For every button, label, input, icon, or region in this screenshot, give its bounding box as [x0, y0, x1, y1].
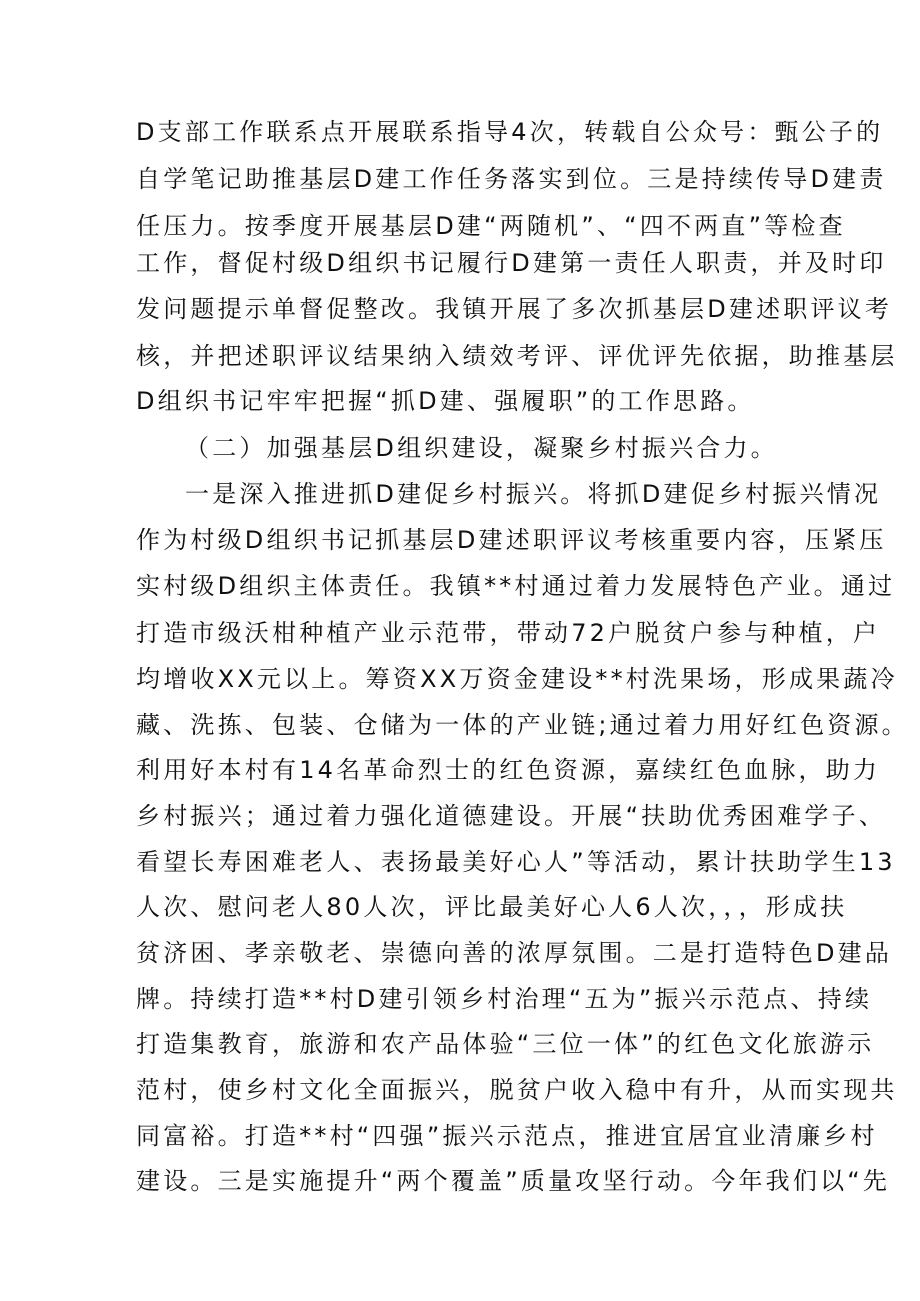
body-text-line: 牌。持续打造**村D建引领乡村治理“五为”振兴示范点、持续	[136, 985, 873, 1013]
body-text-line: 利用好本村有14名革命烈士的红色资源，嘉续红色血脉，助力	[136, 756, 881, 784]
body-text-line: 贫济困、孝亲敬老、崇德向善的浓厚氛围。二是打造特色D建品	[136, 939, 893, 967]
body-text-line: 任压力。按季度开展基层D建“两随机”、“四不两直”等检查	[136, 212, 846, 240]
body-text-line: 均增收XX元以上。筹资XX万资金建设**村洗果场，形成果蔬冷	[136, 665, 898, 693]
body-text-line: 实村级D组织主体责任。我镇**村通过着力发展特色产业。通过	[136, 572, 896, 600]
body-text-line: 打造市级沃柑种植产业示范带，带动72户脱贫户参与种植，户	[136, 619, 881, 647]
body-text-line: 自学笔记助推基层D建工作任务落实到位。三是持续传导D建责	[136, 165, 887, 193]
body-text-line: 人次、慰问老人80人次，评比最美好心人6人次，，，形成扶	[136, 893, 848, 921]
body-text-line: 藏、洗拣、包装、仓储为一体的产业链;通过着力用好红色资源。	[136, 711, 909, 739]
body-text-line: D支部工作联系点开展联系指导4次，转载自公众号：甄公子的	[136, 118, 884, 146]
body-text-line: 一是深入推进抓D建促乡村振兴。将抓D建促乡村振兴情况	[185, 480, 882, 508]
body-text-line: 范村，使乡村文化全面振兴，脱贫户收入稳中有升，从而实现共	[136, 1076, 898, 1104]
body-text-line: 同富裕。打造**村“四强”振兴示范点，推进宜居宜业清廉乡村	[136, 1122, 878, 1150]
body-text-line: 打造集教育，旅游和农产品体验“三位一体”的红色文化旅游示	[136, 1030, 875, 1058]
body-text-line: 发问题提示单督促整改。我镇开展了多次抓基层D建述职评议考	[136, 295, 893, 323]
body-text-line: D组织书记牢牢把握“抓D建、强履职”的工作思路。	[136, 387, 755, 415]
body-text-line: 核，并把述职评议结果纳入绩效考评、评优评先依据，助推基层	[136, 342, 898, 370]
body-text-line: 乡村振兴；通过着力强化道德建设。开展“扶助优秀困难学子、	[136, 802, 887, 830]
body-text-line: 看望长寿困难老人、表扬最美好心人”等活动，累计扶助学生13	[136, 848, 896, 876]
body-text-line: 作为村级D组织书记抓基层D建述职评议考核重要内容，压紧压	[136, 526, 887, 554]
section-heading: （二）加强基层D组织建设，凝聚乡村振兴合力。	[185, 434, 778, 462]
body-text-line: 建设。三是实施提升“两个覆盖”质量攻坚行动。今年我们以“先	[136, 1167, 891, 1195]
body-text-line: 工作，督促村级D组织书记履行D建第一责任人职责，并及时印	[136, 249, 887, 277]
